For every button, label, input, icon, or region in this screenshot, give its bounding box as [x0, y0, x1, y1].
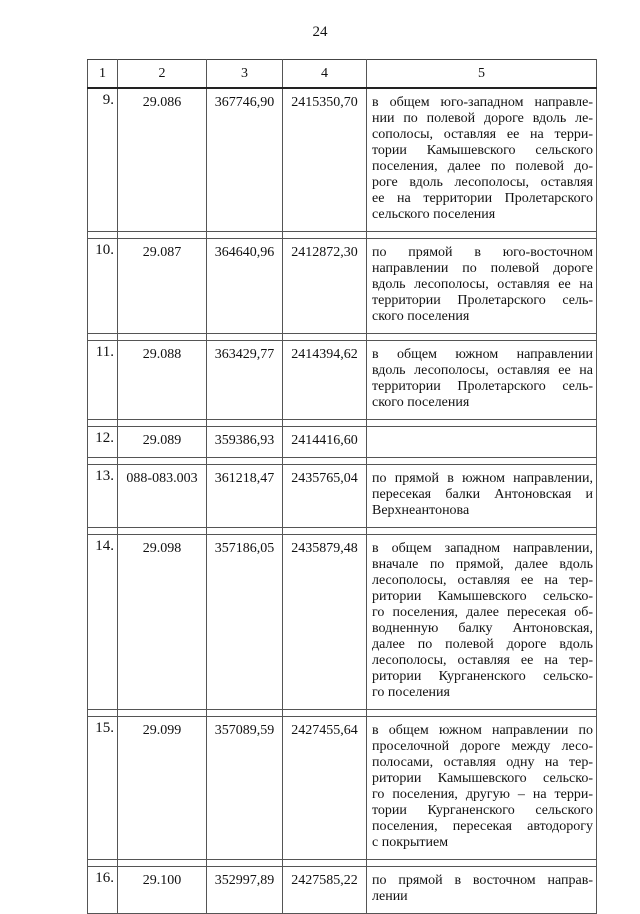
description-line: проселочной дороге между лесо-	[372, 739, 593, 754]
description-line: нии по полевой дороге вдоль ле-	[372, 111, 593, 126]
separator-cell	[367, 710, 597, 717]
coord-y: 2435879,48	[283, 535, 367, 710]
row-number: 13.	[88, 465, 118, 528]
row-separator	[88, 334, 597, 341]
boundary-description	[367, 341, 597, 420]
description-line: го поселения, другую – на терри-	[372, 787, 593, 802]
header-col-3: 3	[207, 60, 283, 89]
description-line: ритории Курганенского сельско-	[372, 669, 593, 684]
coord-x: 352997,89	[207, 867, 283, 914]
coord-x: 367746,90	[207, 88, 283, 232]
description-line: по прямой в южном направлении,	[372, 471, 593, 486]
separator-cell	[207, 334, 283, 341]
header-col-5: 5	[367, 60, 597, 89]
separator-cell	[118, 528, 207, 535]
description-line: с покрытием	[372, 835, 449, 850]
description-line: лесополосы, оставляя ее на тер-	[372, 573, 593, 588]
separator-cell	[367, 334, 597, 341]
coord-x: 357186,05	[207, 535, 283, 710]
separator-cell	[207, 860, 283, 867]
boundary-description	[367, 465, 597, 528]
separator-cell	[367, 860, 597, 867]
row-number: 14.	[88, 535, 118, 710]
description-line: в общем южном направлении по	[372, 723, 593, 738]
point-code: 29.088	[118, 341, 207, 420]
separator-cell	[118, 420, 207, 427]
header-col-4: 4	[283, 60, 367, 89]
separator-cell	[367, 420, 597, 427]
separator-cell	[283, 420, 367, 427]
coord-y: 2427455,64	[283, 717, 367, 860]
separator-cell	[88, 710, 118, 717]
coord-y: 2415350,70	[283, 88, 367, 232]
description-line: в общем западном направлении,	[372, 541, 593, 556]
separator-cell	[88, 420, 118, 427]
description-line: территории Пролетарского сель-	[372, 379, 593, 394]
description-line: лесополосы, оставляя ее на тер-	[372, 653, 593, 668]
separator-cell	[118, 458, 207, 465]
coord-x: 363429,77	[207, 341, 283, 420]
boundary-description	[367, 88, 597, 232]
point-code: 29.098	[118, 535, 207, 710]
description-line: роге вдоль лесополосы, оставляя	[372, 175, 593, 190]
description-line: тории Курганенского сельского	[372, 803, 593, 818]
separator-cell	[207, 420, 283, 427]
separator-cell	[118, 710, 207, 717]
description-line: по прямой в восточном направ-	[372, 873, 593, 888]
table-body	[88, 88, 597, 914]
row-number: 15.	[88, 717, 118, 860]
separator-cell	[207, 232, 283, 239]
table-row	[88, 427, 597, 458]
row-separator	[88, 528, 597, 535]
coord-y: 2435765,04	[283, 465, 367, 528]
description-line: по прямой в юго-восточном	[372, 245, 593, 260]
row-separator	[88, 860, 597, 867]
row-number: 12.	[88, 427, 118, 458]
description-line: далее по полевой дороге вдоль	[372, 637, 593, 652]
separator-cell	[207, 710, 283, 717]
description-line: ее на территории Пролетарского	[372, 191, 593, 206]
boundary-description	[367, 717, 597, 860]
boundary-description	[367, 867, 597, 914]
description-line: лении	[372, 889, 408, 904]
separator-cell	[88, 458, 118, 465]
description-line: вдоль лесополосы, оставляя ее на	[372, 277, 593, 292]
description-line: пересекая балки Антоновская и	[372, 487, 593, 502]
point-code: 29.086	[118, 88, 207, 232]
row-separator	[88, 420, 597, 427]
description-line: полосами, оставляя одну на тер-	[372, 755, 593, 770]
description-line: сельского поселения	[372, 207, 496, 222]
row-separator	[88, 232, 597, 239]
separator-cell	[118, 232, 207, 239]
row-number: 16.	[88, 867, 118, 914]
separator-cell	[88, 528, 118, 535]
page-number: 24	[312, 24, 328, 40]
row-separator	[88, 458, 597, 465]
description-line: в общем юго-западном направле-	[372, 95, 593, 110]
separator-cell	[367, 458, 597, 465]
boundary-description	[367, 239, 597, 334]
separator-cell	[118, 334, 207, 341]
coord-y: 2427585,22	[283, 867, 367, 914]
table-row	[88, 867, 597, 914]
table-row	[88, 717, 597, 860]
description-line: Верхнеантонова	[372, 503, 470, 518]
description-line: сополосы, оставляя ее на терри-	[372, 127, 593, 142]
coord-y: 2412872,30	[283, 239, 367, 334]
description-line: ритории Камышевского сельско-	[372, 589, 593, 604]
coord-x: 357089,59	[207, 717, 283, 860]
row-number: 11.	[88, 341, 118, 420]
separator-cell	[283, 232, 367, 239]
description-line: направлении по полевой дороге	[372, 261, 593, 276]
separator-cell	[367, 232, 597, 239]
point-code: 29.100	[118, 867, 207, 914]
separator-cell	[283, 334, 367, 341]
separator-cell	[283, 860, 367, 867]
description-line: поселения, далее по полевой до-	[372, 159, 593, 174]
coord-x: 364640,96	[207, 239, 283, 334]
description-line: го поселения, далее пересекая об-	[372, 605, 593, 620]
table-header-row	[88, 60, 597, 89]
coord-y: 2414416,60	[283, 427, 367, 458]
description-line: ритории Камышевского сельско-	[372, 771, 593, 786]
description-line: вначале по прямой, далее вдоль	[372, 557, 593, 572]
coord-y: 2414394,62	[283, 341, 367, 420]
coord-x: 361218,47	[207, 465, 283, 528]
separator-cell	[207, 528, 283, 535]
description-line: территории Пролетарского сель-	[372, 293, 593, 308]
point-code: 29.087	[118, 239, 207, 334]
header-col-2: 2	[118, 60, 207, 89]
row-number: 9.	[88, 88, 118, 232]
description-line: водненную балку Антоновская,	[372, 621, 593, 636]
separator-cell	[118, 860, 207, 867]
separator-cell	[88, 334, 118, 341]
point-code: 088-083.003	[118, 465, 207, 528]
boundary-description	[367, 427, 597, 458]
table-row	[88, 239, 597, 334]
separator-cell	[88, 232, 118, 239]
separator-cell	[367, 528, 597, 535]
description-line: вдоль лесополосы, оставляя ее на	[372, 363, 593, 378]
boundary-description	[367, 535, 597, 710]
description-line: го поселения	[372, 685, 450, 700]
point-code: 29.089	[118, 427, 207, 458]
description-line: поселения, пересекая автодорогу	[372, 819, 593, 834]
header-col-1: 1	[88, 60, 118, 89]
table-row	[88, 535, 597, 710]
boundary-table	[87, 59, 597, 914]
table-row	[88, 465, 597, 528]
row-separator	[88, 710, 597, 717]
table-row	[88, 341, 597, 420]
description-line: ского поселения	[372, 395, 470, 410]
separator-cell	[88, 860, 118, 867]
row-number: 10.	[88, 239, 118, 334]
description-line: тории Камышевского сельского	[372, 143, 593, 158]
separator-cell	[283, 528, 367, 535]
table-row	[88, 88, 597, 232]
description-line: в общем южном направлении	[372, 347, 593, 362]
separator-cell	[283, 710, 367, 717]
description-line: ского поселения	[372, 309, 470, 324]
coord-x: 359386,93	[207, 427, 283, 458]
separator-cell	[207, 458, 283, 465]
separator-cell	[283, 458, 367, 465]
point-code: 29.099	[118, 717, 207, 860]
